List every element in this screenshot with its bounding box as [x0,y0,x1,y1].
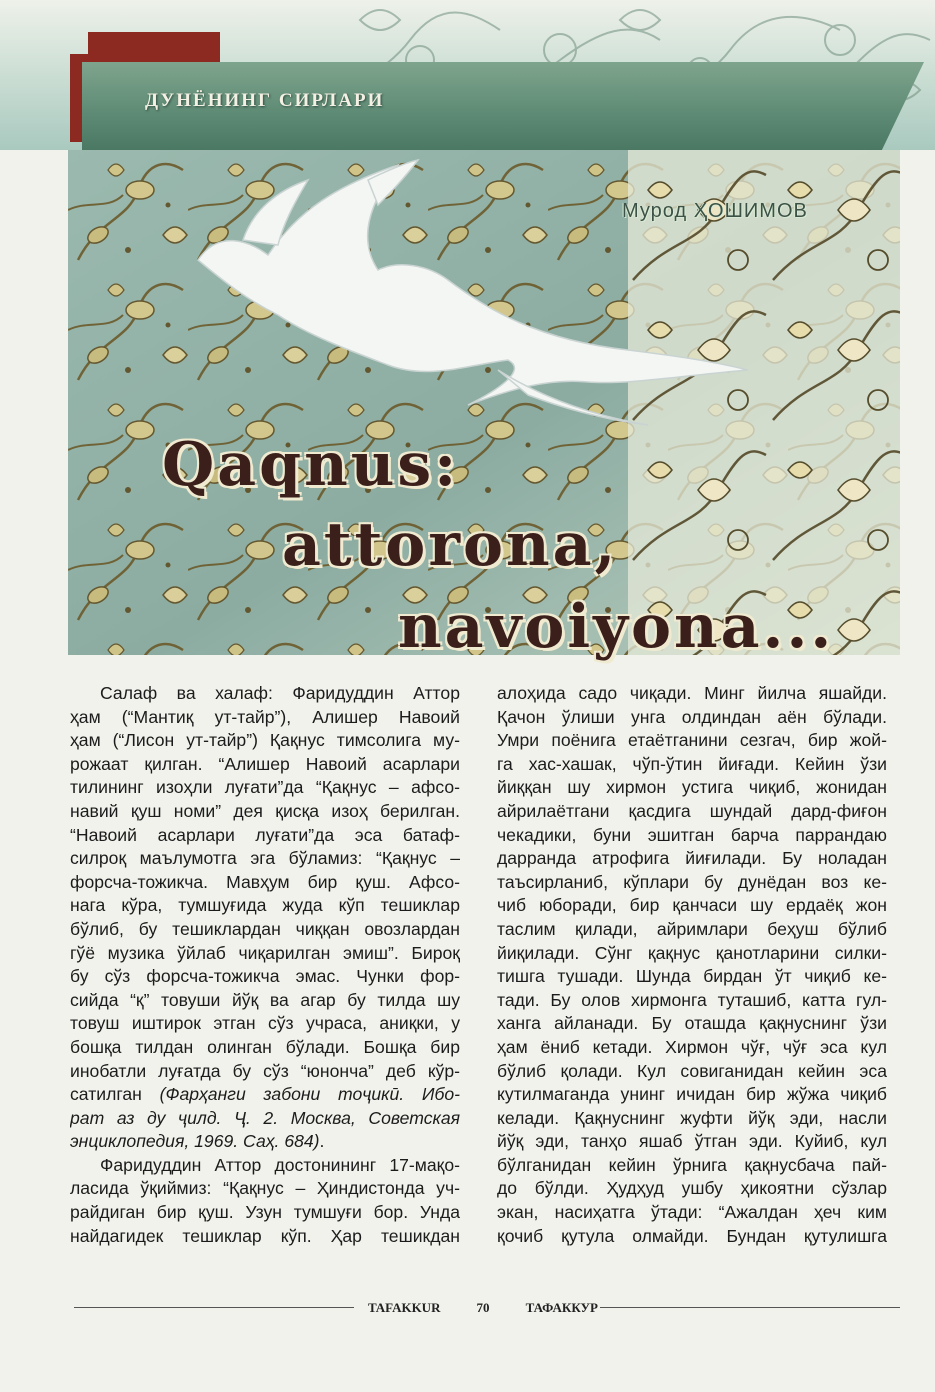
text-line: таъсирланиб, кўплари бу дунёдан воз ке- [497,871,887,892]
article-column-right [497,682,887,1248]
text-line: гўё музика ўйлаб чиқарилган эмиш”. Бироқ [70,942,460,963]
text-line: бу сўз форсча-тожикча эмас. Чунки фор- [70,966,460,987]
footer-magazine-latin: TAFAKKUR [368,1300,441,1315]
text-line: Фаридуддин Аттор достонининг 17-мақо- [100,1154,460,1175]
article-title-line-2: attorona, [282,510,619,580]
text-line: экан, насиҳатга ўтади: “Ажалдан ҳеч ким [497,1202,887,1223]
text-line: ханга айланади. Бу оташда қақнуснинг ўзи [497,1013,887,1034]
text-line: тилининг изоҳли луғати”да “Қақнус – афсо- [70,777,460,798]
footer-rule-right [600,1307,900,1308]
article-column-left [70,682,460,1248]
text-line: йўқ эди, танҳо яшаб ўтган эди. Куйиб, кул [497,1131,887,1152]
text-line: тишга тушади. Шунда бирдан ўт чиқиб ке- [497,966,887,987]
text-line: қочиб қутула олмайди. Бундан қутулишга [497,1225,887,1246]
text-line: силроқ маълумотга эга бўламиз: “Қақнус – [70,848,460,869]
text-line: райдиган бир қуш. Узун тумшуғи бор. Унда [70,1202,460,1223]
text-line: инобатли луғатда бу сўз “юнонча” деб кўр- [70,1060,460,1081]
page-number: 70 [476,1300,490,1315]
text-line: ҳам (“Лисон ут-тайр”) Қақнус тимсолига му- [70,730,460,751]
text-line: рожаат қилган. “Алишер Навоий асарлари [70,753,460,774]
text-line: Қачон ўлиши унга олдиндан аён бўлади. [497,706,887,727]
text-line: таслим қилади, айримлари беҳуш бўлиб [497,918,887,939]
text-fragment: сатилган [70,1084,142,1105]
text-line: товуш иштирок этган сўз учраса, аниқки, у [70,1013,460,1034]
author-name: Мурод ҲОШИМОВ [622,200,808,222]
text-line: кутилмаганда унинг ичидан бир жўжа чиқиб [497,1084,887,1105]
text-line: Умри поёнига етаётганини сезгач, бир жой- [497,730,887,751]
text-line: сийда “қ” товуши йўқ ва агар бу тилда шу [70,989,460,1010]
text-line: бўлганидан кейин ўрнига қақнусбача пай- [497,1154,887,1175]
text-line: йиқилади. Сўнг қақнус қанотларини силки- [497,942,887,963]
text-line: йиққан шу хирмон устига чиқиб, жонидан [497,777,887,798]
text-line: чекадики, буни эшитган барча паррандаю [497,824,887,845]
text-line: “Навоий асарлари луғати”да эса батаф- [70,824,460,845]
text-line-with-citation [70,1083,460,1107]
text-line: тади. Бу олов хирмонга туташиб, катта гул- [497,989,887,1010]
text-line: келади. Қақнуснинг жуфти йўқ эди, насли [497,1107,887,1128]
section-title: ДУНЁНИНГ СИРЛАРИ [145,90,385,111]
citation-line-end [70,1130,460,1154]
text-line: ласида ўқиймиз: “Қақнус – Ҳиндистонда уч- [70,1178,460,1199]
citation-italic: (Фарҳанги забони тоҷикӣ. Ибо- [159,1084,460,1105]
period: . [319,1131,325,1152]
text-line: чиб юборади, бир қанчаси шу ердаёқ жон [497,895,887,916]
footer-magazine-cyrillic: ТАФАККУР [525,1300,598,1315]
text-line: дарранда атрофига йиғилади. Бу ноладан [497,848,887,869]
text-line: Салаф ва халаф: Фаридуддин Аттор [100,683,460,703]
text-line: ҳам (“Мантиқ ут-тайр”), Алишер Навоий [70,706,460,727]
footer-rule-left [74,1307,354,1308]
citation-italic: энциклопедия, 1969. Саҳ. 684) [70,1131,320,1152]
article-title-line-1: Qaqnus: [162,430,460,500]
text-line: форсча-тожикча. Мавҳум бир қуш. Афсо- [70,871,460,892]
text-line: найдагидек тешиклар кўп. Ҳар тешикдан [70,1225,460,1246]
text-line: ҳам ёниб кетади. Хирмон чўғ, чўғ эса кул [497,1036,887,1057]
text-line: бошқа тилдан олинган бўлади. Бошқа бир [70,1036,460,1057]
text-line: нага кўра, тумшуғида жуда кўп тешиклар [70,895,460,916]
text-line: бўлиб, бу тешиклардан чиққан овозлардан [70,918,460,939]
text-line: айрилаётгани қасдига шундай дард-фиғон [497,800,887,821]
text-line: га хас-хашак, чўп-ўтин йиғади. Кейин ўзи [497,753,887,774]
text-line: бўлиб қолади. Кул совиганидан кейин эса [497,1060,887,1081]
citation-line: рат аз ду ҷилд. Ҷ. 2. Москва, Советская [70,1107,460,1128]
text-line: до бўлди. Ҳудҳуд ушбу ҳикоятни сўзлар [497,1178,887,1199]
header-band [0,0,935,150]
article-title-line-3: navoiyona... [398,592,835,662]
text-line: навий қуш номи” дея қисқа изоҳ берилган. [70,800,460,821]
text-line: алоҳида садо чиқади. Минг йилча яшайди. [497,683,887,703]
page-footer [368,1298,598,1318]
